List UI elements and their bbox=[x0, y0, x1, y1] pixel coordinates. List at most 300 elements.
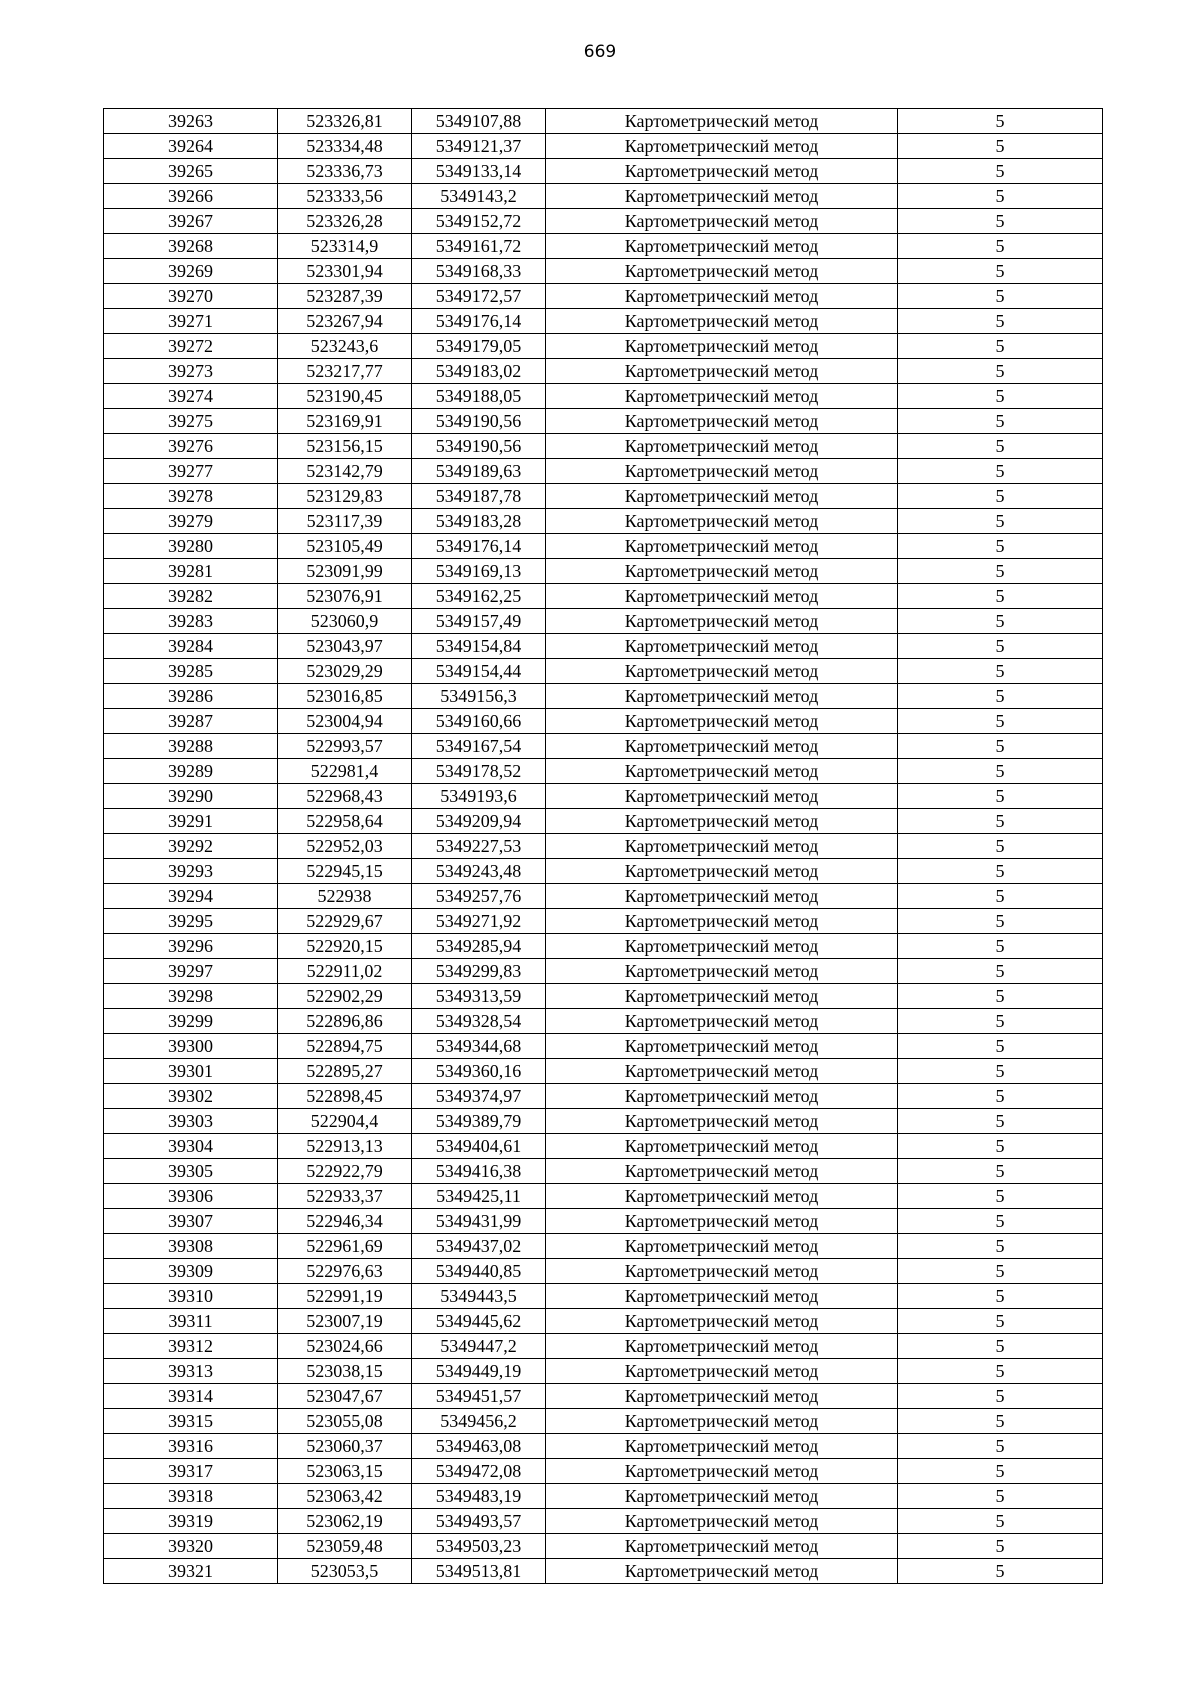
table-row bbox=[104, 509, 1103, 534]
method-cell: Картометрический метод bbox=[546, 309, 898, 334]
table-row bbox=[104, 534, 1103, 559]
method-cell: Картометрический метод bbox=[546, 884, 898, 909]
y-coordinate-cell: 5349168,33 bbox=[412, 259, 546, 284]
y-coordinate-cell: 5349190,56 bbox=[412, 434, 546, 459]
accuracy-cell: 5 bbox=[898, 1484, 1103, 1509]
x-coordinate-cell: 523053,5 bbox=[278, 1559, 412, 1584]
method-cell: Картометрический метод bbox=[546, 384, 898, 409]
method-cell: Картометрический метод bbox=[546, 159, 898, 184]
y-coordinate-cell: 5349143,2 bbox=[412, 184, 546, 209]
x-coordinate-cell: 523059,48 bbox=[278, 1534, 412, 1559]
x-coordinate-cell: 522938 bbox=[278, 884, 412, 909]
x-coordinate-cell: 523004,94 bbox=[278, 709, 412, 734]
x-coordinate-cell: 523243,6 bbox=[278, 334, 412, 359]
y-coordinate-cell: 5349313,59 bbox=[412, 984, 546, 1009]
x-coordinate-cell: 523091,99 bbox=[278, 559, 412, 584]
table-row bbox=[104, 759, 1103, 784]
point-number-cell: 39287 bbox=[104, 709, 278, 734]
table-row bbox=[104, 184, 1103, 209]
y-coordinate-cell: 5349344,68 bbox=[412, 1034, 546, 1059]
method-cell: Картометрический метод bbox=[546, 559, 898, 584]
y-coordinate-cell: 5349152,72 bbox=[412, 209, 546, 234]
table-row bbox=[104, 834, 1103, 859]
accuracy-cell: 5 bbox=[898, 1209, 1103, 1234]
y-coordinate-cell: 5349483,19 bbox=[412, 1484, 546, 1509]
method-cell: Картометрический метод bbox=[546, 584, 898, 609]
y-coordinate-cell: 5349404,61 bbox=[412, 1134, 546, 1159]
method-cell: Картометрический метод bbox=[546, 1284, 898, 1309]
x-coordinate-cell: 522902,29 bbox=[278, 984, 412, 1009]
point-number-cell: 39271 bbox=[104, 309, 278, 334]
point-number-cell: 39320 bbox=[104, 1534, 278, 1559]
point-number-cell: 39291 bbox=[104, 809, 278, 834]
method-cell: Картометрический метод bbox=[546, 1184, 898, 1209]
point-number-cell: 39308 bbox=[104, 1234, 278, 1259]
table-row bbox=[104, 1034, 1103, 1059]
x-coordinate-cell: 522958,64 bbox=[278, 809, 412, 834]
y-coordinate-cell: 5349160,66 bbox=[412, 709, 546, 734]
table-row bbox=[104, 484, 1103, 509]
x-coordinate-cell: 523334,48 bbox=[278, 134, 412, 159]
x-coordinate-cell: 522904,4 bbox=[278, 1109, 412, 1134]
point-number-cell: 39276 bbox=[104, 434, 278, 459]
y-coordinate-cell: 5349285,94 bbox=[412, 934, 546, 959]
x-coordinate-cell: 522933,37 bbox=[278, 1184, 412, 1209]
accuracy-cell: 5 bbox=[898, 1084, 1103, 1109]
y-coordinate-cell: 5349437,02 bbox=[412, 1234, 546, 1259]
point-number-cell: 39297 bbox=[104, 959, 278, 984]
point-number-cell: 39296 bbox=[104, 934, 278, 959]
table-row bbox=[104, 1059, 1103, 1084]
method-cell: Картометрический метод bbox=[546, 709, 898, 734]
table-row bbox=[104, 809, 1103, 834]
point-number-cell: 39304 bbox=[104, 1134, 278, 1159]
accuracy-cell: 5 bbox=[898, 1459, 1103, 1484]
y-coordinate-cell: 5349503,23 bbox=[412, 1534, 546, 1559]
method-cell: Картометрический метод bbox=[546, 1509, 898, 1534]
y-coordinate-cell: 5349416,38 bbox=[412, 1159, 546, 1184]
table-row bbox=[104, 1159, 1103, 1184]
point-number-cell: 39277 bbox=[104, 459, 278, 484]
point-number-cell: 39272 bbox=[104, 334, 278, 359]
table-row bbox=[104, 334, 1103, 359]
point-number-cell: 39268 bbox=[104, 234, 278, 259]
accuracy-cell: 5 bbox=[898, 1059, 1103, 1084]
x-coordinate-cell: 523156,15 bbox=[278, 434, 412, 459]
accuracy-cell: 5 bbox=[898, 359, 1103, 384]
x-coordinate-cell: 523016,85 bbox=[278, 684, 412, 709]
y-coordinate-cell: 5349257,76 bbox=[412, 884, 546, 909]
x-coordinate-cell: 522952,03 bbox=[278, 834, 412, 859]
y-coordinate-cell: 5349299,83 bbox=[412, 959, 546, 984]
point-number-cell: 39301 bbox=[104, 1059, 278, 1084]
point-number-cell: 39314 bbox=[104, 1384, 278, 1409]
point-number-cell: 39278 bbox=[104, 484, 278, 509]
accuracy-cell: 5 bbox=[898, 534, 1103, 559]
method-cell: Картометрический метод bbox=[546, 1234, 898, 1259]
accuracy-cell: 5 bbox=[898, 1359, 1103, 1384]
table-row bbox=[104, 984, 1103, 1009]
table-row bbox=[104, 359, 1103, 384]
method-cell: Картометрический метод bbox=[546, 484, 898, 509]
y-coordinate-cell: 5349431,99 bbox=[412, 1209, 546, 1234]
x-coordinate-cell: 522913,13 bbox=[278, 1134, 412, 1159]
point-number-cell: 39315 bbox=[104, 1409, 278, 1434]
x-coordinate-cell: 523333,56 bbox=[278, 184, 412, 209]
table-row bbox=[104, 784, 1103, 809]
method-cell: Картометрический метод bbox=[546, 1084, 898, 1109]
x-coordinate-cell: 523301,94 bbox=[278, 259, 412, 284]
y-coordinate-cell: 5349451,57 bbox=[412, 1384, 546, 1409]
y-coordinate-cell: 5349176,14 bbox=[412, 534, 546, 559]
page-number: 669 bbox=[583, 42, 617, 62]
table-row bbox=[104, 409, 1103, 434]
table-row bbox=[104, 384, 1103, 409]
table-row bbox=[104, 459, 1103, 484]
y-coordinate-cell: 5349443,5 bbox=[412, 1284, 546, 1309]
point-number-cell: 39307 bbox=[104, 1209, 278, 1234]
y-coordinate-cell: 5349243,48 bbox=[412, 859, 546, 884]
point-number-cell: 39305 bbox=[104, 1159, 278, 1184]
accuracy-cell: 5 bbox=[898, 584, 1103, 609]
table-row bbox=[104, 1309, 1103, 1334]
x-coordinate-cell: 523142,79 bbox=[278, 459, 412, 484]
y-coordinate-cell: 5349209,94 bbox=[412, 809, 546, 834]
x-coordinate-cell: 523062,19 bbox=[278, 1509, 412, 1534]
method-cell: Картометрический метод bbox=[546, 1159, 898, 1184]
point-number-cell: 39280 bbox=[104, 534, 278, 559]
x-coordinate-cell: 522991,19 bbox=[278, 1284, 412, 1309]
y-coordinate-cell: 5349161,72 bbox=[412, 234, 546, 259]
y-coordinate-cell: 5349493,57 bbox=[412, 1509, 546, 1534]
table-row bbox=[104, 934, 1103, 959]
method-cell: Картометрический метод bbox=[546, 509, 898, 534]
y-coordinate-cell: 5349463,08 bbox=[412, 1434, 546, 1459]
table-row bbox=[104, 1409, 1103, 1434]
accuracy-cell: 5 bbox=[898, 1509, 1103, 1534]
y-coordinate-cell: 5349328,54 bbox=[412, 1009, 546, 1034]
point-number-cell: 39310 bbox=[104, 1284, 278, 1309]
table-row bbox=[104, 109, 1103, 134]
y-coordinate-cell: 5349445,62 bbox=[412, 1309, 546, 1334]
method-cell: Картометрический метод bbox=[546, 109, 898, 134]
x-coordinate-cell: 523314,9 bbox=[278, 234, 412, 259]
table-row bbox=[104, 259, 1103, 284]
method-cell: Картометрический метод bbox=[546, 634, 898, 659]
point-number-cell: 39281 bbox=[104, 559, 278, 584]
accuracy-cell: 5 bbox=[898, 1384, 1103, 1409]
x-coordinate-cell: 522922,79 bbox=[278, 1159, 412, 1184]
table-row bbox=[104, 1334, 1103, 1359]
y-coordinate-cell: 5349167,54 bbox=[412, 734, 546, 759]
table-row bbox=[104, 959, 1103, 984]
table-row bbox=[104, 1234, 1103, 1259]
method-cell: Картометрический метод bbox=[546, 934, 898, 959]
method-cell: Картометрический метод bbox=[546, 359, 898, 384]
method-cell: Картометрический метод bbox=[546, 1459, 898, 1484]
x-coordinate-cell: 522911,02 bbox=[278, 959, 412, 984]
x-coordinate-cell: 523217,77 bbox=[278, 359, 412, 384]
accuracy-cell: 5 bbox=[898, 184, 1103, 209]
table-row bbox=[104, 1459, 1103, 1484]
x-coordinate-cell: 523038,15 bbox=[278, 1359, 412, 1384]
y-coordinate-cell: 5349440,85 bbox=[412, 1259, 546, 1284]
accuracy-cell: 5 bbox=[898, 434, 1103, 459]
point-number-cell: 39311 bbox=[104, 1309, 278, 1334]
accuracy-cell: 5 bbox=[898, 409, 1103, 434]
y-coordinate-cell: 5349360,16 bbox=[412, 1059, 546, 1084]
y-coordinate-cell: 5349456,2 bbox=[412, 1409, 546, 1434]
table-row bbox=[104, 1484, 1103, 1509]
y-coordinate-cell: 5349157,49 bbox=[412, 609, 546, 634]
table-row bbox=[104, 309, 1103, 334]
method-cell: Картометрический метод bbox=[546, 234, 898, 259]
x-coordinate-cell: 522946,34 bbox=[278, 1209, 412, 1234]
accuracy-cell: 5 bbox=[898, 1134, 1103, 1159]
accuracy-cell: 5 bbox=[898, 834, 1103, 859]
accuracy-cell: 5 bbox=[898, 509, 1103, 534]
method-cell: Картометрический метод bbox=[546, 409, 898, 434]
accuracy-cell: 5 bbox=[898, 1409, 1103, 1434]
x-coordinate-cell: 522961,69 bbox=[278, 1234, 412, 1259]
method-cell: Картометрический метод bbox=[546, 459, 898, 484]
method-cell: Картометрический метод bbox=[546, 534, 898, 559]
accuracy-cell: 5 bbox=[898, 1184, 1103, 1209]
x-coordinate-cell: 522968,43 bbox=[278, 784, 412, 809]
method-cell: Картометрический метод bbox=[546, 284, 898, 309]
method-cell: Картометрический метод bbox=[546, 134, 898, 159]
accuracy-cell: 5 bbox=[898, 1309, 1103, 1334]
table-row bbox=[104, 1434, 1103, 1459]
method-cell: Картометрический метод bbox=[546, 1209, 898, 1234]
point-number-cell: 39279 bbox=[104, 509, 278, 534]
table-row bbox=[104, 559, 1103, 584]
method-cell: Картометрический метод bbox=[546, 1109, 898, 1134]
y-coordinate-cell: 5349156,3 bbox=[412, 684, 546, 709]
x-coordinate-cell: 523007,19 bbox=[278, 1309, 412, 1334]
point-number-cell: 39306 bbox=[104, 1184, 278, 1209]
accuracy-cell: 5 bbox=[898, 1109, 1103, 1134]
method-cell: Картометрический метод bbox=[546, 909, 898, 934]
table-row bbox=[104, 1284, 1103, 1309]
accuracy-cell: 5 bbox=[898, 909, 1103, 934]
x-coordinate-cell: 523326,81 bbox=[278, 109, 412, 134]
point-number-cell: 39298 bbox=[104, 984, 278, 1009]
x-coordinate-cell: 523076,91 bbox=[278, 584, 412, 609]
x-coordinate-cell: 523336,73 bbox=[278, 159, 412, 184]
method-cell: Картометрический метод bbox=[546, 259, 898, 284]
method-cell: Картометрический метод bbox=[546, 1334, 898, 1359]
y-coordinate-cell: 5349107,88 bbox=[412, 109, 546, 134]
x-coordinate-cell: 522993,57 bbox=[278, 734, 412, 759]
method-cell: Картометрический метод bbox=[546, 1534, 898, 1559]
point-number-cell: 39318 bbox=[104, 1484, 278, 1509]
x-coordinate-cell: 522920,15 bbox=[278, 934, 412, 959]
y-coordinate-cell: 5349188,05 bbox=[412, 384, 546, 409]
method-cell: Картометрический метод bbox=[546, 859, 898, 884]
table-row bbox=[104, 584, 1103, 609]
point-number-cell: 39265 bbox=[104, 159, 278, 184]
accuracy-cell: 5 bbox=[898, 734, 1103, 759]
x-coordinate-cell: 522981,4 bbox=[278, 759, 412, 784]
x-coordinate-cell: 523043,97 bbox=[278, 634, 412, 659]
table-row bbox=[104, 1559, 1103, 1584]
accuracy-cell: 5 bbox=[898, 1559, 1103, 1584]
accuracy-cell: 5 bbox=[898, 1159, 1103, 1184]
table-row bbox=[104, 1109, 1103, 1134]
y-coordinate-cell: 5349154,44 bbox=[412, 659, 546, 684]
point-number-cell: 39300 bbox=[104, 1034, 278, 1059]
x-coordinate-cell: 523055,08 bbox=[278, 1409, 412, 1434]
accuracy-cell: 5 bbox=[898, 209, 1103, 234]
y-coordinate-cell: 5349172,57 bbox=[412, 284, 546, 309]
x-coordinate-cell: 522895,27 bbox=[278, 1059, 412, 1084]
x-coordinate-cell: 523169,91 bbox=[278, 409, 412, 434]
coordinates-table-body bbox=[104, 109, 1103, 1584]
y-coordinate-cell: 5349190,56 bbox=[412, 409, 546, 434]
point-number-cell: 39293 bbox=[104, 859, 278, 884]
accuracy-cell: 5 bbox=[898, 234, 1103, 259]
table-row bbox=[104, 134, 1103, 159]
y-coordinate-cell: 5349449,19 bbox=[412, 1359, 546, 1384]
method-cell: Картометрический метод bbox=[546, 984, 898, 1009]
point-number-cell: 39289 bbox=[104, 759, 278, 784]
y-coordinate-cell: 5349133,14 bbox=[412, 159, 546, 184]
method-cell: Картометрический метод bbox=[546, 1309, 898, 1334]
point-number-cell: 39299 bbox=[104, 1009, 278, 1034]
accuracy-cell: 5 bbox=[898, 1034, 1103, 1059]
accuracy-cell: 5 bbox=[898, 1259, 1103, 1284]
method-cell: Картометрический метод bbox=[546, 834, 898, 859]
point-number-cell: 39275 bbox=[104, 409, 278, 434]
accuracy-cell: 5 bbox=[898, 309, 1103, 334]
method-cell: Картометрический метод bbox=[546, 1059, 898, 1084]
x-coordinate-cell: 523060,9 bbox=[278, 609, 412, 634]
method-cell: Картометрический метод bbox=[546, 209, 898, 234]
point-number-cell: 39295 bbox=[104, 909, 278, 934]
point-number-cell: 39270 bbox=[104, 284, 278, 309]
method-cell: Картометрический метод bbox=[546, 434, 898, 459]
table-row bbox=[104, 234, 1103, 259]
x-coordinate-cell: 523105,49 bbox=[278, 534, 412, 559]
x-coordinate-cell: 522945,15 bbox=[278, 859, 412, 884]
table-row bbox=[104, 609, 1103, 634]
method-cell: Картометрический метод bbox=[546, 184, 898, 209]
x-coordinate-cell: 522898,45 bbox=[278, 1084, 412, 1109]
accuracy-cell: 5 bbox=[898, 1234, 1103, 1259]
method-cell: Картометрический метод bbox=[546, 1409, 898, 1434]
method-cell: Картометрический метод bbox=[546, 1259, 898, 1284]
method-cell: Картометрический метод bbox=[546, 959, 898, 984]
accuracy-cell: 5 bbox=[898, 1534, 1103, 1559]
table-row bbox=[104, 859, 1103, 884]
point-number-cell: 39266 bbox=[104, 184, 278, 209]
table-row bbox=[104, 884, 1103, 909]
y-coordinate-cell: 5349389,79 bbox=[412, 1109, 546, 1134]
point-number-cell: 39269 bbox=[104, 259, 278, 284]
x-coordinate-cell: 522929,67 bbox=[278, 909, 412, 934]
method-cell: Картометрический метод bbox=[546, 734, 898, 759]
accuracy-cell: 5 bbox=[898, 109, 1103, 134]
accuracy-cell: 5 bbox=[898, 684, 1103, 709]
y-coordinate-cell: 5349187,78 bbox=[412, 484, 546, 509]
point-number-cell: 39312 bbox=[104, 1334, 278, 1359]
point-number-cell: 39313 bbox=[104, 1359, 278, 1384]
table-row bbox=[104, 1084, 1103, 1109]
x-coordinate-cell: 523190,45 bbox=[278, 384, 412, 409]
method-cell: Картометрический метод bbox=[546, 1384, 898, 1409]
y-coordinate-cell: 5349176,14 bbox=[412, 309, 546, 334]
point-number-cell: 39273 bbox=[104, 359, 278, 384]
method-cell: Картометрический метод bbox=[546, 684, 898, 709]
point-number-cell: 39288 bbox=[104, 734, 278, 759]
accuracy-cell: 5 bbox=[898, 609, 1103, 634]
method-cell: Картометрический метод bbox=[546, 1434, 898, 1459]
y-coordinate-cell: 5349162,25 bbox=[412, 584, 546, 609]
point-number-cell: 39274 bbox=[104, 384, 278, 409]
y-coordinate-cell: 5349183,28 bbox=[412, 509, 546, 534]
y-coordinate-cell: 5349179,05 bbox=[412, 334, 546, 359]
accuracy-cell: 5 bbox=[898, 984, 1103, 1009]
y-coordinate-cell: 5349271,92 bbox=[412, 909, 546, 934]
accuracy-cell: 5 bbox=[898, 334, 1103, 359]
x-coordinate-cell: 522894,75 bbox=[278, 1034, 412, 1059]
x-coordinate-cell: 523063,15 bbox=[278, 1459, 412, 1484]
method-cell: Картометрический метод bbox=[546, 784, 898, 809]
point-number-cell: 39285 bbox=[104, 659, 278, 684]
accuracy-cell: 5 bbox=[898, 484, 1103, 509]
x-coordinate-cell: 523060,37 bbox=[278, 1434, 412, 1459]
table-row bbox=[104, 1184, 1103, 1209]
table-row bbox=[104, 159, 1103, 184]
y-coordinate-cell: 5349513,81 bbox=[412, 1559, 546, 1584]
accuracy-cell: 5 bbox=[898, 634, 1103, 659]
x-coordinate-cell: 523267,94 bbox=[278, 309, 412, 334]
table-row bbox=[104, 1134, 1103, 1159]
y-coordinate-cell: 5349178,52 bbox=[412, 759, 546, 784]
method-cell: Картометрический метод bbox=[546, 1484, 898, 1509]
y-coordinate-cell: 5349227,53 bbox=[412, 834, 546, 859]
point-number-cell: 39264 bbox=[104, 134, 278, 159]
x-coordinate-cell: 522896,86 bbox=[278, 1009, 412, 1034]
accuracy-cell: 5 bbox=[898, 709, 1103, 734]
accuracy-cell: 5 bbox=[898, 809, 1103, 834]
table-row bbox=[104, 1259, 1103, 1284]
point-number-cell: 39267 bbox=[104, 209, 278, 234]
table-row bbox=[104, 1009, 1103, 1034]
y-coordinate-cell: 5349183,02 bbox=[412, 359, 546, 384]
y-coordinate-cell: 5349447,2 bbox=[412, 1334, 546, 1359]
accuracy-cell: 5 bbox=[898, 384, 1103, 409]
x-coordinate-cell: 523063,42 bbox=[278, 1484, 412, 1509]
y-coordinate-cell: 5349193,6 bbox=[412, 784, 546, 809]
method-cell: Картометрический метод bbox=[546, 334, 898, 359]
x-coordinate-cell: 523047,67 bbox=[278, 1384, 412, 1409]
y-coordinate-cell: 5349425,11 bbox=[412, 1184, 546, 1209]
accuracy-cell: 5 bbox=[898, 159, 1103, 184]
method-cell: Картометрический метод bbox=[546, 1559, 898, 1584]
point-number-cell: 39283 bbox=[104, 609, 278, 634]
x-coordinate-cell: 522976,63 bbox=[278, 1259, 412, 1284]
x-coordinate-cell: 523029,29 bbox=[278, 659, 412, 684]
method-cell: Картометрический метод bbox=[546, 609, 898, 634]
table-row bbox=[104, 659, 1103, 684]
accuracy-cell: 5 bbox=[898, 459, 1103, 484]
table-row bbox=[104, 734, 1103, 759]
method-cell: Картометрический метод bbox=[546, 1134, 898, 1159]
table-row bbox=[104, 1359, 1103, 1384]
table-row bbox=[104, 909, 1103, 934]
